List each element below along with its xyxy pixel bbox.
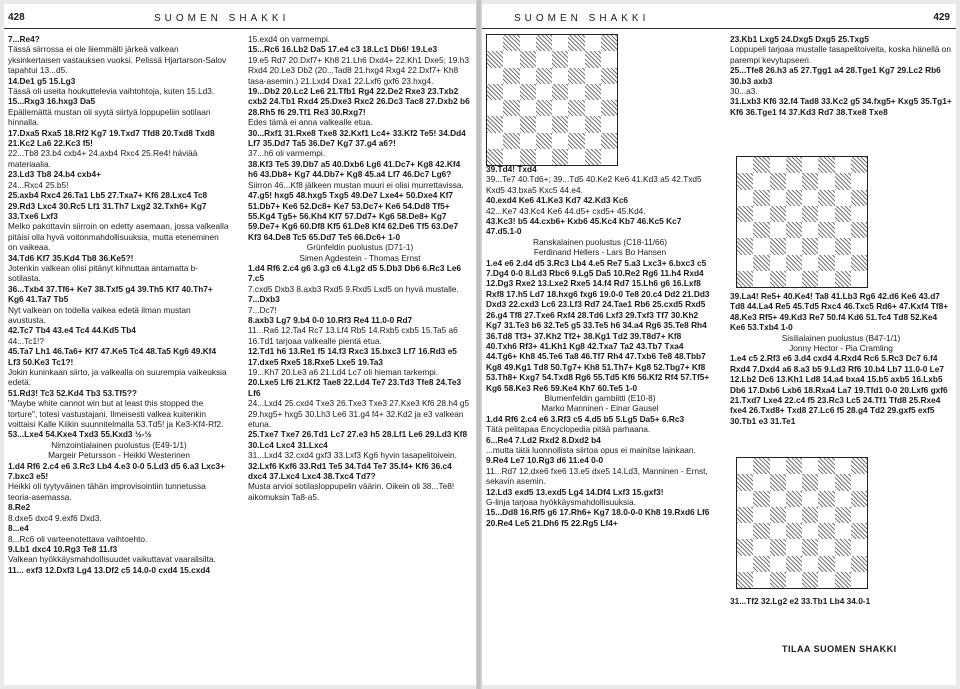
board-square [753, 206, 769, 222]
board-square [753, 491, 769, 507]
board-square [753, 572, 769, 588]
board-square [568, 149, 584, 165]
board-square [601, 149, 617, 165]
board-square [601, 68, 617, 84]
move-text: 45.Ta7 Lh1 46.Ta6+ Kf7 47.Ke5 Tc4 48.Ta5 Kg6 49.Kf4 Lf3 50.Ke3 Tc1?! [8, 346, 219, 367]
left-page [4, 4, 476, 685]
board-square [786, 173, 802, 189]
game-heading: Ferdinand Hellers - Lars Bo Hansen [533, 247, 667, 258]
board-square [851, 222, 867, 238]
board-square [818, 474, 834, 490]
board-square [802, 206, 818, 222]
board-square [520, 116, 536, 132]
board-square [536, 116, 552, 132]
board-square [835, 523, 851, 539]
board-square [585, 84, 601, 100]
move-text: 9.Lb1 dxc4 10.Rg3 Te8 11.f3 [8, 543, 118, 554]
board-square [786, 572, 802, 588]
board-square [503, 51, 519, 67]
move-text: 1.d4 Rf6 2.c4 e6 3.Rc3 Lb4 4.e3 0-0 5.Ld3 d5 6.a3 Lxc3+ 7.bxc3 e5! [8, 460, 228, 482]
board-square [770, 255, 786, 271]
move-text: 39.La4! Re5+ 40.Ke4! Ta8 41.Lb3 Rg6 42.d6 Ke6 43.d7 Td8 44.La4 Re5 45.Td5 Rxc4 46.Txc5 Rd6+ 47.Kxf4 Tf8+ 48.Ke3 Rf5+ 49.Kd3 Re7 50.f4 Kd6 51.Tc4 Td8 52.Ke4 Ke6 53.Txb4 1-0 [730, 291, 951, 333]
commentary-text: 15.exd4 on varmempi. [248, 34, 331, 44]
left-magazine-title: SUOMEN SHAKKI [154, 13, 290, 24]
board-square [835, 173, 851, 189]
board-square [568, 84, 584, 100]
board-square [737, 556, 753, 572]
board-square [585, 116, 601, 132]
game-heading: Marko Manninen - Einar Gausel [541, 403, 659, 414]
board-square [770, 190, 786, 206]
board-square [770, 173, 786, 189]
board-square [851, 190, 867, 206]
board-square [818, 491, 834, 507]
board-square [835, 474, 851, 490]
board-square [818, 271, 834, 287]
board-square [601, 100, 617, 116]
move-text: 11... exf3 12.Dxf3 Lg4 13.Df2 c5 14.0-0 cxd4 15.cxd4 [8, 564, 211, 575]
move-text: 25.axb4 Rxc4 26.Ta1 Lb5 27.Txa7+ Kf6 28.Lxc4 Tc8 29.Rd3 Lxc4 30.Rc5 Lf1 31.Th7 Lxg2 32.Txh6+ Kg7 33.Txe6 Lxf3 [8, 190, 210, 221]
board-square [520, 84, 536, 100]
board-square [851, 458, 867, 474]
board-square [770, 157, 786, 173]
board-square [601, 84, 617, 100]
board-square [536, 51, 552, 67]
board-square [536, 100, 552, 116]
board-square [487, 149, 503, 165]
board-square [835, 507, 851, 523]
move-text: 34.Td6 Kf7 35.Kd4 Tb8 36.Ke5?! [8, 252, 134, 263]
commentary-text: Epäilemättä mustan oli syytä siirtyä loppupeliin sotilaan hinnalla. [8, 106, 213, 128]
commentary-text: Melko pakottavin siirroin on edetty asemaan, jossa valkealla pitäisi olla hyvä voitonmahdollisuuksia, mutta eteneminen on vaikeaa. [8, 221, 231, 253]
commentary-text: Heikki oli tyytyväinen tähän improvisointiin tunnetussa teoria-asemassa. [8, 481, 209, 502]
board-square [536, 84, 552, 100]
board-square [568, 133, 584, 149]
move-text: 1.e4 c5 2.Rf3 e6 3.d4 cxd4 4.Rxd4 Rc6 5.Rc3 Dc7 6.f4 Rxd4 7.Dxd4 a6 8.a3 b5 9.Ld3 Rf6 10.b4 Lb7 11.0-0 Le7 12.Lb2 Dc6 13.Kh1 Ld8 14.a4 bxa4 15.b5 axb5 16.Lxb5 Db6 17.Dxb6 Lxb6 18.Rxa4 La7 19.Tfd1 0-0 20.Lxf6 gxf6 21.Txd7 Lxe4 22.c4 f5 23.Rc3 Lc5 24.Tf1 Tfd8 25.Rxe4 fxe4 26.Txd8+ Txd8 27.Lc6 f5 28.g4 Td2 29.gxf5 exf5 30.Tb1 e3 31.Te1 [730, 353, 950, 426]
board-square [753, 523, 769, 539]
board-square [802, 556, 818, 572]
board-square [786, 474, 802, 490]
move-text: 42.Tc7 Tb4 43.e4 Tc4 44.Kd5 Tb4 [8, 325, 136, 336]
left-page-header [4, 10, 476, 29]
board-square [520, 133, 536, 149]
move-text: 14.De1 g5 15.Lg3 [8, 75, 76, 86]
board-square [737, 238, 753, 254]
board-square [818, 255, 834, 271]
board-square [503, 116, 519, 132]
board-square [802, 238, 818, 254]
board-square [601, 116, 617, 132]
commentary-text: Jokin kuninkaan siirto, ja valkealla on suurempia vaikeuksia edetä. [8, 367, 229, 388]
board-square [568, 100, 584, 116]
board-square [786, 271, 802, 287]
board-square [851, 523, 867, 539]
board-square [585, 35, 601, 51]
board-square [770, 222, 786, 238]
commentary-text: Tässä oli useita houkuttelevia vaihtohtoja, kuten 15.Ld3. [8, 86, 215, 97]
board-square [552, 116, 568, 132]
board-square [737, 539, 753, 555]
board-square [851, 157, 867, 173]
commentary-text: Valkean hyökkäysmahdollisuudet vaikuttavat vaaralisilta. [8, 554, 216, 565]
move-text: 43.Kc3! b5 44.cxb6+ Kxb6 45.Kc4 Kb7 46.Kc5 Kc7 47.d5.1-0 [486, 216, 684, 237]
board-square [585, 149, 601, 165]
move-text: 15...Dd8 16.Rf5 g6 17.Rh6+ Kg7 18.0-0-0 Kh8 19.Rxd6 Lf6 20.Re4 Le5 21.Dh6 f5 22.Rg5 Lf4+ [486, 507, 712, 528]
right-page [482, 4, 956, 685]
board-square [737, 523, 753, 539]
board-square [770, 206, 786, 222]
board-square [802, 157, 818, 173]
game-heading: Ranskalainen puolustus (C18-11/66) [532, 236, 668, 247]
board-square [753, 458, 769, 474]
board-square [601, 35, 617, 51]
board-square [753, 190, 769, 206]
move-text: 9.Re4 Le7 10.Rg3 d6 11.e4 0-0 [486, 455, 604, 466]
move-text: 30...Rxf1 31.Rxe8 Txe8 32.Kxf1 Lc4+ 33.Kf2 Te5! 34.Dd4 Lf7 35.Dd7 Ta5 36.De7 Kg7 37.g4 a6?! [248, 127, 469, 149]
board-square [753, 539, 769, 555]
board-square [503, 100, 519, 116]
move-text: 1.d4 Rf6 2.c4 g6 3.g3 c6 4.Lg2 d5 5.Db3 Db6 6.Rc3 Le6 7.c5 [248, 262, 464, 284]
move-text: 20.Lxe5 Lf6 21.Kf2 Tae8 22.Ld4 Te7 23.Td3 Tfe8 24.Te3 Lf6 [248, 377, 464, 398]
board-square [851, 255, 867, 271]
board-square [835, 458, 851, 474]
board-square [487, 100, 503, 116]
commentary-text: 44...Tc1!? [8, 335, 44, 346]
board-square [802, 491, 818, 507]
move-text: 1.e4 e6 2.d4 d5 3.Rc3 Lb4 4.e5 Re7 5.a3 Lxc3+ 6.bxc3 c5 7.Dg4 0-0 8.Ld3 Rbc6 9.Lg5 Da5 10.Re2 Rg6 11.h4 Rxd4 12.Dg3 Rxe2 13.Lxe2 Rxe5 14.f4 Rd7 15.Lh6 g6 16.Lxf8 Rxf8 17.h5 Ld7 18.hxg6 fxg6 19.0-0 Te8 20.c4 Dd2 21.Dd3 Dxd3 22.cxd3 Lc6 23.Lf3 Rd7 24.Tae1 Rb6 25.cxd5 Rxd5 26.g4 Tf8 27.Txe6 Rxf4 28.Td6 Lxf3 29.Txf3 Tf7 30.Kh2 Kg7 31.Te3 b6 32.Te5 g5 33.Te5 h6 34.a4 Rg6 35.Te8 Rh4 36.Td8 Tf3+ 37.Kh2 Tf2+ 38.Kg1 Td2 39.T8d7+ Kf8 40.Txh6 Rf3+ 41.Kh1 Kg8 42.Txa7 Ta2 43.Tb7 Txa4 44.Tg6+ Kh8 45.Te6 Ta8 46.Tf7 Rh4 47.Txb6 Te8 48.Tbb7 Kg8 49.Kg1 Td8 50.Tg7+ Kh8 51.Th7+ Kg8 52.Tbg7+ Kf8 53.Th8+ Kxg7 54.Txd8 Rg6 55.Td5 Kf6 56.Kf2 Rf4 57.Tf5+ Kg6 58.Ke3 Re6 59.Ke4 Kh7 60.Te5 1-0 [486, 257, 712, 393]
move-text: 17.Dxa5 Rxa5 18.Rf2 Kg7 19.Txd7 Tfd8 20.Txd8 Txd8 21.Kc2 La6 22.Kc3 f5! [8, 127, 217, 149]
board-square [753, 255, 769, 271]
board-square [487, 84, 503, 100]
move-text: 1.d4 Rf6 2.c4 e6 3.Rf3 c5 4.d5 b5 5.Lg5 Da5+ 6.Rc3 [486, 413, 685, 424]
board-square [786, 157, 802, 173]
board-square [536, 35, 552, 51]
board-square [520, 68, 536, 84]
chess-diagram-1 [486, 34, 618, 166]
chess-diagram-2 [736, 156, 868, 288]
board-square [835, 255, 851, 271]
column-4-top [730, 34, 952, 154]
board-square [737, 271, 753, 287]
move-text: 19...Db2 20.Lc2 Le6 21.Tfb1 Rg4 22.De2 Rxe3 23.Txb2 cxb2 24.Tb1 Rxd4 25.Dxe3 Rxc2 26.Dc3 Tac8 27.Dxb2 b6 28.Rh5 f6 29.Tf1 Re3 30.Rxg7! [248, 86, 472, 117]
board-square [802, 173, 818, 189]
board-square [802, 572, 818, 588]
board-square [818, 523, 834, 539]
board-square [818, 238, 834, 254]
board-square [503, 84, 519, 100]
board-square [753, 474, 769, 490]
board-square [487, 35, 503, 51]
board-square [835, 238, 851, 254]
board-square [536, 133, 552, 149]
commentary-text: "Maybe white cannot win but at least this stopped the torture", totesi vastustajani. Ilmeisesti valkea kuitenkin voittaisi Kalle Kiikin suunnitelmalla 53.Td5! ja Ke3-Kf4-Rf2. [8, 398, 224, 430]
move-text: 25.Txe7 Txe7 26.Td1 Lc7 27.e3 h5 28.Lf1 Le6 29.Ld3 Kf8 30.Lc4 Lxc4 31.Lxc4 [248, 429, 470, 450]
board-square [835, 206, 851, 222]
commentary-text: 19...Kh7 20.Le3 a6 21.Ld4 Lc7 oli hieman tarkempi. [248, 367, 439, 377]
commentary-text: Loppupeli tarjoaa mustalle tasapelitoiveita, koska hänellä on parempi kevytupseeri. [730, 44, 954, 65]
right-page-header [482, 10, 956, 29]
left-page-number: 428 [8, 12, 25, 23]
board-square [802, 474, 818, 490]
move-text: 6...Re4 7.Ld2 Rxd2 8.Dxd2 b4 [486, 434, 601, 445]
commentary-text: 22...Tb8 23.b4 cxb4+ 24.axb4 Rxc4 25.Re4! häviää materiaalia. [8, 148, 200, 169]
commentary-text: 7.cxd5 Dxb3 8.axb3 Rxd5 9.Rxd5 Lxd5 on hyvä mustalle. [248, 283, 459, 294]
board-square [737, 173, 753, 189]
board-square [753, 222, 769, 238]
commentary-text: Musta arvioi sotilasloppupelin väärin. Oikein oli 38...Te8! aikomuksin Ta8-a5. [248, 481, 457, 502]
chess-diagram-3 [736, 457, 868, 589]
board-square [818, 190, 834, 206]
board-square [487, 68, 503, 84]
commentary-text: ...mutta tätä luonnollista siirtoa opus ei mainitse lainkaan. [486, 444, 696, 455]
move-text: 7...Re4? [8, 34, 40, 44]
board-square [851, 238, 867, 254]
board-square [851, 572, 867, 588]
board-square [552, 133, 568, 149]
move-text: 32.Lxf6 Kxf6 33.Rd1 Te5 34.Td4 Te7 35.f4+ Kf6 36.c4 dxc4 37.Lxc4 Lxc4 38.Txc4 Td7? [248, 460, 455, 482]
board-square [802, 255, 818, 271]
board-square [552, 100, 568, 116]
board-square [737, 572, 753, 588]
board-square [818, 572, 834, 588]
board-square [851, 507, 867, 523]
board-square [552, 149, 568, 165]
move-text: 23.Ld3 Tb8 24.b4 cxb4+ [8, 169, 101, 180]
board-square [802, 190, 818, 206]
commentary-text: 39...Te7 40.Td6+; 39...Td5 40.Ke2 Ke6 41.Kd3 a5 42.Txd5 Kxd5 43.bxa5 Kxc5 44.e4. [486, 174, 704, 195]
game-heading: Blumenfeldin gambiitti (E10-8) [544, 392, 656, 403]
commentary-text: 11...Rd7 12.dxe6 fxe6 13.e5 dxe5 14.Ld3, Manninen - Ernst, sekavin asemin. [486, 465, 711, 487]
board-square [802, 507, 818, 523]
board-square [552, 68, 568, 84]
board-square [753, 173, 769, 189]
diagram-3-caption: 31...Tf2 32.Lg2 e2 33.Tb1 Lb4 34.0-1 [730, 596, 871, 606]
board-square [753, 507, 769, 523]
board-square [818, 507, 834, 523]
board-square [818, 458, 834, 474]
board-square [786, 190, 802, 206]
board-square [835, 556, 851, 572]
board-square [770, 238, 786, 254]
move-text: 15...Rxg3 16.hxg3 Da5 [8, 96, 96, 107]
move-text: 51.Rd3! Tc3 52.Kd4 Tb3 53.Tf5?? [8, 387, 137, 398]
move-text: 15...Rc6 16.Lb2 Da5 17.e4 c3 18.Lc1 Db6! 19.Le3 [248, 44, 438, 55]
board-square [585, 100, 601, 116]
board-square [786, 206, 802, 222]
board-square [737, 255, 753, 271]
board-square [503, 149, 519, 165]
board-square [786, 238, 802, 254]
board-square [802, 271, 818, 287]
board-square [770, 523, 786, 539]
game-heading: Sisilialainen puolustus (B47-1/1) [781, 332, 901, 343]
move-text: 23.Kb1 Lxg5 24.Dxg5 Dxg5 25.Txg5 [730, 34, 869, 44]
board-square [552, 51, 568, 67]
board-square [802, 458, 818, 474]
commentary-text: Tätä pelitapaa Encyclopedia pitää parhaana. [486, 424, 651, 435]
board-square [835, 491, 851, 507]
board-square [737, 206, 753, 222]
board-square [818, 222, 834, 238]
move-text: 25...Tfe8 26.h3 a5 27.Tgg1 a4 28.Tge1 Kg7 29.Lc2 Rb6 30.b3 axb3 [730, 65, 944, 86]
commentary-text: Jotenkin valkean olisi pitänyt kihnuttaa antamatta b-sotilasta. [8, 262, 199, 284]
board-square [737, 157, 753, 173]
game-heading: Simen Agdestein - Thomas Ernst [299, 252, 421, 263]
commentary-text: 7...Dc7! [248, 304, 277, 315]
column-3 [486, 164, 714, 684]
board-square [737, 491, 753, 507]
board-square [753, 157, 769, 173]
commentary-text: 8.dxe5 dxc4 9.exf6 Dxd3. [8, 512, 102, 523]
board-square [503, 68, 519, 84]
move-text: 39.Td4! Txd4 [486, 164, 537, 174]
game-heading: Grünfeldin puolustus (D71-1) [306, 242, 414, 253]
board-square [770, 271, 786, 287]
board-square [737, 458, 753, 474]
board-square [835, 190, 851, 206]
board-square [503, 35, 519, 51]
board-square [770, 458, 786, 474]
commentary-text: Tässä siirrossa ei ole liiemmälti järkeä valkean yksinkertaisen vastauksen vuoksi. Pelissä Hjartarson-Salov tapahtui 13...d5. [8, 44, 229, 76]
move-text: 12.Td1 h6 13.Re1 f5 14.f3 Rxc3 15.bxc3 Lf7 16.Rd3 e5 17.dxe5 Rxe5 18.Rxe5 Lxe5 19.Ta3 [248, 346, 460, 367]
board-square [786, 222, 802, 238]
commentary-text: 37...h6 oli varmempi. [248, 148, 326, 159]
board-square [487, 133, 503, 149]
board-square [585, 68, 601, 84]
board-square [851, 206, 867, 222]
board-square [786, 539, 802, 555]
game-heading: Margeir Petursson - Heikki Westerinen [48, 450, 190, 461]
move-text: 47.g5! hxg5 48.hxg5 Txg5 49.De7 Lxe4+ 50.Dxe4 Kf7 51.Db7+ Ke6 52.Dc8+ Ke7 53.Dc7+ Ke6 54.Dd8 Tf5+ 55.Kg4 Tg5+ 56.Kh4 Kf7 57.Dd7+ Kg6 58.De8+ Kg7 59.De7+ Kg6 60.Df8 Kf5 61.De8 Kf4 62.De6 Tf5 63.De7 Kf3 64.De8 Tc5 65.Dd7 Te5 66.Dc6+ 1-0 [248, 190, 461, 242]
board-square [786, 556, 802, 572]
board-square [851, 491, 867, 507]
board-square [802, 523, 818, 539]
board-square [487, 51, 503, 67]
board-square [786, 507, 802, 523]
board-square [770, 507, 786, 523]
right-page-number: 429 [933, 12, 950, 23]
board-square [818, 157, 834, 173]
board-square [786, 491, 802, 507]
board-square [601, 51, 617, 67]
board-square [851, 539, 867, 555]
commentary-text: G-linja tarjoaa hyökkäysmahdollisuuksia. [486, 497, 636, 507]
board-square [835, 157, 851, 173]
commentary-text: 11...Ra6 12.Ta4 Rc7 13.Lf4 Rb5 14.Rxb5 cxb5 15.Ta5 a6 16.Td1 tarjoaa valkealle pientä etua. [248, 325, 461, 346]
game-heading: Nimzointialainen puolustus (E49-1/1) [51, 439, 187, 450]
commentary-text: Siirron 46...Kf8 jälkeen mustan muuri ei olisi murrettavissa. [248, 179, 464, 190]
column-2 [248, 34, 472, 684]
move-text: 31.Lxb3 Kf6 32.f4 Tad8 33.Kc2 g5 34.fxg5+ Kxg5 35.Tg1+ Kf6 36.Tge1 f4 37.Kd3 Rd7 38.Txe8 Txe8 [730, 96, 954, 117]
commentary-text: 31...Lxd4 32.cxd4 gxf3 33.Lxf3 Kg6 hyvin tasapelitoivein. [248, 450, 457, 461]
commentary-text: 24...Rxc4 25.b5! [8, 179, 69, 190]
commentary-text: 30...a3. [730, 86, 758, 97]
move-text: 8.Re2 [8, 502, 31, 513]
board-square [737, 222, 753, 238]
board-square [568, 116, 584, 132]
board-square [601, 133, 617, 149]
board-square [835, 222, 851, 238]
board-square [520, 149, 536, 165]
board-square [851, 474, 867, 490]
board-square [786, 255, 802, 271]
board-square [835, 572, 851, 588]
board-square [851, 271, 867, 287]
board-square [737, 507, 753, 523]
board-square [568, 51, 584, 67]
board-square [552, 35, 568, 51]
commentary-text: Nyt valkean on todella vaikea edetä ilman mustan avustusta. [8, 304, 193, 325]
board-square [770, 572, 786, 588]
board-square [520, 51, 536, 67]
board-square [737, 474, 753, 490]
board-square [737, 190, 753, 206]
board-square [552, 84, 568, 100]
board-square [802, 222, 818, 238]
commentary-text: Edes tämä ei anna valkealle etua. [248, 117, 373, 128]
move-text: 53...Lxe4 54.Kxe4 Txd3 55.Kxd3 ½-½ [8, 429, 152, 440]
board-square [536, 149, 552, 165]
board-square [835, 271, 851, 287]
commentary-text: 24...Lxd4 25.cxd4 Txe3 26.Txe3 Txe3 27.Kxe3 Kf6 28.h4 g5 29.hxg5+ hxg5 30.Lh3 Le6 31.g4 f4+ 32.Kd2 ja e3 valkean etuna. [248, 398, 472, 430]
board-square [786, 458, 802, 474]
board-square [770, 474, 786, 490]
board-square [770, 539, 786, 555]
board-square [802, 539, 818, 555]
board-square [851, 556, 867, 572]
board-square [818, 206, 834, 222]
move-text: 36...Txb4 37.Tf6+ Ke7 38.Txf5 g4 39.Th5 Kf7 40.Th7+ Kg6 41.Ta7 Tb5 [8, 283, 216, 305]
board-square [753, 238, 769, 254]
board-square [536, 68, 552, 84]
board-square [568, 68, 584, 84]
board-square [851, 173, 867, 189]
board-square [770, 491, 786, 507]
board-square [568, 35, 584, 51]
commentary-text: 8...Rc6 oli varteenotettava vaihtoehto. [8, 533, 148, 544]
board-square [835, 539, 851, 555]
board-square [753, 556, 769, 572]
commentary-text: 19.e5 Rd7 20.Dxf7+ Kh8 21.Lh6 Dxd4+ 22.Kh1 Dxe5; 19.h3 Rxd4 20.Le3 Db2 (20...Tad8 21.hxg4 Rxg4 22.Dxf7+ Kh8 tasa-asemin.) 21.Lxd4 Dxa1 22.Lxf6 gxf6 23.hxg4. [248, 54, 472, 86]
board-square [487, 116, 503, 132]
subscribe-banner: TILAA SUOMEN SHAKKI [782, 644, 897, 654]
board-square [818, 173, 834, 189]
board-square [818, 556, 834, 572]
column-1 [8, 34, 230, 684]
commentary-text: 42...Ke7 43.Kc4 Ke6 44.d5+ cxd5+ 45.Kd4. [486, 205, 646, 216]
board-square [770, 556, 786, 572]
board-square [520, 35, 536, 51]
board-square [585, 51, 601, 67]
move-text: 12.Ld3 exd5 13.exd5 Lg4 14.Df4 Lxf3 15.gxf3! [486, 486, 664, 497]
board-square [520, 100, 536, 116]
move-text: 7...Dxb3 [248, 294, 280, 305]
move-text: 38.Kf3 Te5 39.Db7 a5 40.Dxb6 Lg6 41.Dc7+ Kg8 42.Kf4 h6 43.Db8+ Kg7 44.Db7+ Kg8 45.a4 Lf7 46.Dc7 Lg6? [248, 158, 463, 180]
board-square [585, 133, 601, 149]
board-square [786, 523, 802, 539]
game-heading: Jonny Hector - Pia Cramling [789, 343, 893, 354]
board-square [503, 133, 519, 149]
move-text: 8.axb3 Lg7 9.b4 0-0 10.Rf3 Re4 11.0-0 Rd7 [248, 314, 413, 325]
right-magazine-title: SUOMEN SHAKKI [514, 13, 650, 24]
board-square [753, 271, 769, 287]
move-text: 8...e4 [8, 523, 29, 534]
move-text: 40.exd4 Ke6 41.Ke3 Kd7 42.Kd3 Kc6 [486, 195, 629, 206]
board-square [818, 539, 834, 555]
